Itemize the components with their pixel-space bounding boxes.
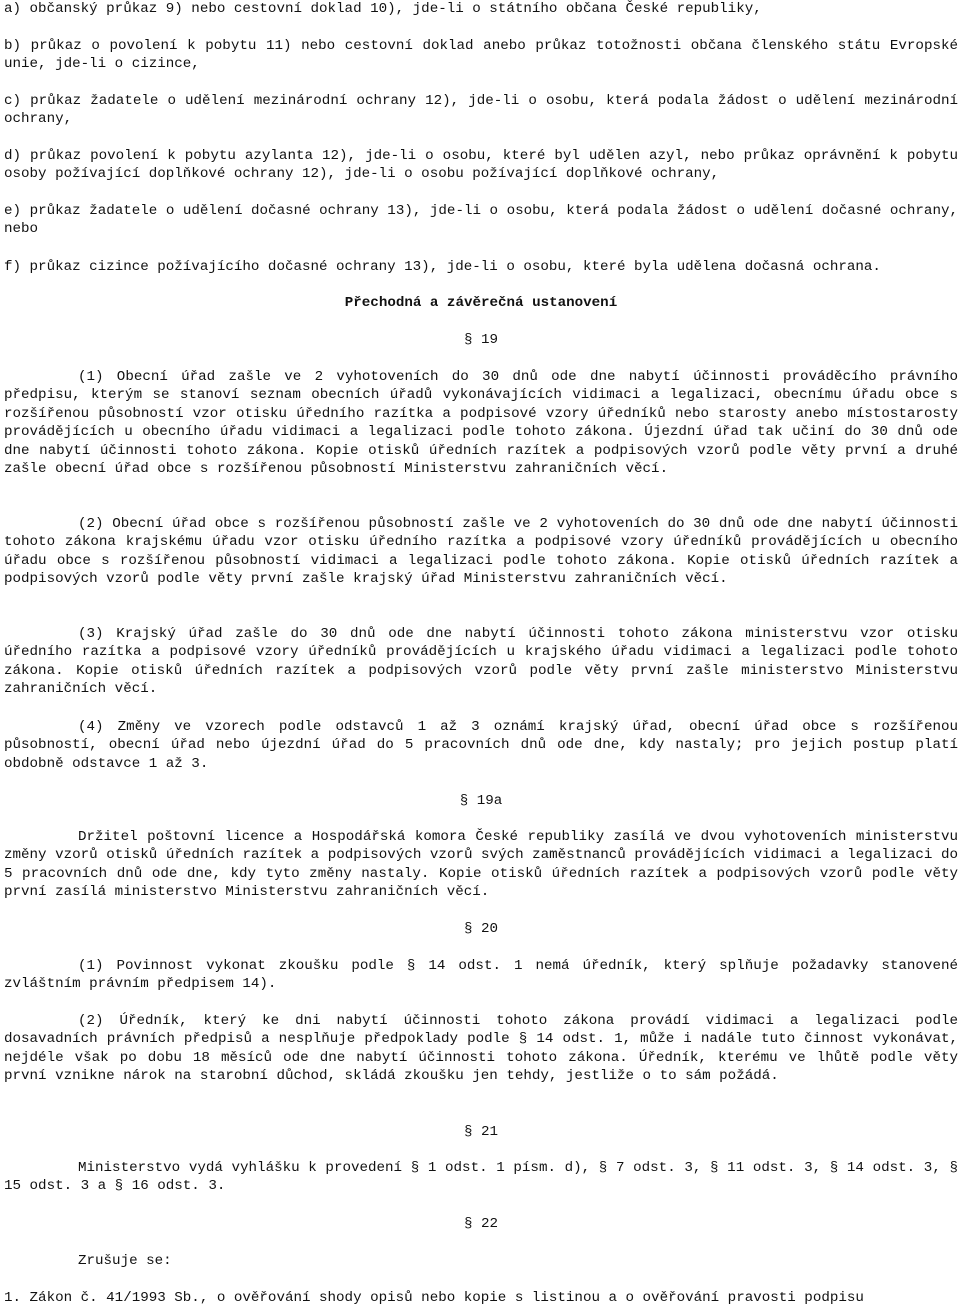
section-19a-heading: § 19a	[459, 793, 503, 809]
section-19a-paragraph-1: Držitel poštovní licence a Hospodářská komora České republiky zasílá ve dvou vyhotoveních ministerstvu změny vzorů otisků úředních razítek a podpisových vzorů svých zaměstnanců provádějících vidimaci a legalizaci do 5 pracovních dnů ode dne, kdy tyto změny nastaly. Kopie otisků úředních razítek a podpisových vzorů podle věty první zasílá ministerstvo Ministerstvu zahraničních věcí.	[4, 829, 958, 901]
section-20-heading: § 20	[463, 921, 499, 937]
section-title: Přechodná a závěrečná ustanovení	[344, 295, 618, 311]
section-22-heading: § 22	[463, 1216, 499, 1232]
section-19-paragraph-2: (2) Obecní úřad obce s rozšířenou působností zašle ve 2 vyhotoveních do 30 dnů ode dne nabytí účinnosti tohoto zákona krajskému úřadu vzor otisku úředního razítka a podpisové vzory úředníků provádějících u obecního úřadu obce s rozšířenou působností vidimaci a legalizaci podle tohoto zákona. Kopie otisků úředních razítek a podpisových vzorů podle věty první zašle krajský úřad Ministerstvu zahraničních věcí.	[4, 516, 958, 588]
section-20-paragraph-2: (2) Úředník, který ke dni nabytí účinnosti tohoto zákona provádí vidimaci a legalizaci podle dosavadních právních předpisů a nesplňuje předpoklady podle § 14 odst. 1, může i nadále tuto činnost vykonávat, nejdéle však po dobu 18 měsíců ode dne nabytí účinnosti tohoto zákona. Úředník, kterému ve lhůtě podle věty první vznikne nárok na starobní důchod, skládá zkoušku jen tehdy, jestliže o to sám požádá.	[4, 1013, 958, 1085]
section-19-paragraph-3: (3) Krajský úřad zašle do 30 dnů ode dne nabytí účinnosti tohoto zákona ministerstvu vzor otisku úředního razítka a podpisové vzory úředníků provádějících u krajského úřadu vidimaci a legalizaci podle tohoto zákona. Kopie otisků úředních razítek a podpisových vzorů podle věty první zašle ministerstvo Ministerstvu zahraničních věcí.	[4, 626, 958, 698]
section-19-paragraph-4: (4) Změny ve vzorech podle odstavců 1 až 3 oznámí krajský úřad, obecní úřad obce s rozšířenou působností, obecní úřad nebo újezdní úřad do 5 pracovních dnů ode dne, kdy nastaly; pro jejich postup platí obdobně odstavce 1 až 3.	[4, 719, 958, 772]
list-item-d: d) průkaz povolení k pobytu azylanta 12), jde-li o osobu, které byl udělen azyl, nebo průkaz oprávnění k pobytu osoby požívající doplňkové ochrany 12), jde-li o osobu požívající doplňkové ochrany,	[4, 148, 958, 183]
section-20-paragraph-1: (1) Povinnost vykonat zkoušku podle § 14 odst. 1 nemá úředník, který splňuje požadavky stanovené zvláštním právním předpisem 14).	[4, 958, 958, 993]
list-item-a: a) občanský průkaz 9) nebo cestovní doklad 10), jde-li o státního občana České republiky,	[4, 1, 762, 17]
section-19-paragraph-1: (1) Obecní úřad zašle ve 2 vyhotoveních do 30 dnů ode dne nabytí účinnosti prováděcího právního předpisu, kterým se stanoví seznam obecních úřadů vykonávajících vidimaci a legalizaci, obecnímu úřadu obce s rozšířenou působností vzor otisku úředního razítka a podpisové vzory úředníků nebo starosty anebo místostarosty provádějících u obecního úřadu vidimaci a legalizaci podle tohoto zákona. Újezdní úřad tak učiní do 30 dnů ode dne nabytí účinnosti tohoto zákona. Kopie otisků úředních razítek a podpisových vzorů podle věty první a druhé zašle obecní úřad obce s rozšířenou působností Ministerstvu zahraničních věcí.	[4, 369, 958, 478]
list-item-b: b) průkaz o povolení k pobytu 11) nebo cestovní doklad anebo průkaz totožnosti občana členského státu Evropské unie, jde-li o cizince,	[4, 38, 958, 73]
section-22-paragraph-1: Zrušuje se:	[78, 1253, 172, 1269]
section-19-heading: § 19	[463, 332, 499, 348]
section-22-item-1: 1. Zákon č. 41/1993 Sb., o ověřování shody opisů nebo kopie s listinou a o ověřování pravosti podpisu	[4, 1290, 864, 1306]
list-item-c: c) průkaz žadatele o udělení mezinárodní ochrany 12), jde-li o osobu, která podala žádost o udělení mezinárodní ochrany,	[4, 93, 958, 128]
section-21-paragraph-1: Ministerstvo vydá vyhlášku k provedení § 1 odst. 1 písm. d), § 7 odst. 3, § 11 odst. 3, § 14 odst. 3, § 15 odst. 3 a § 16 odst. 3.	[4, 1160, 958, 1195]
section-21-heading: § 21	[463, 1124, 499, 1140]
list-item-f: f) průkaz cizince požívajícího dočasné ochrany 13), jde-li o osobu, které byla udělena dočasná ochrana.	[4, 259, 881, 275]
list-item-e: e) průkaz žadatele o udělení dočasné ochrany 13), jde-li o osobu, která podala žádost o udělení dočasné ochrany, nebo	[4, 203, 958, 238]
